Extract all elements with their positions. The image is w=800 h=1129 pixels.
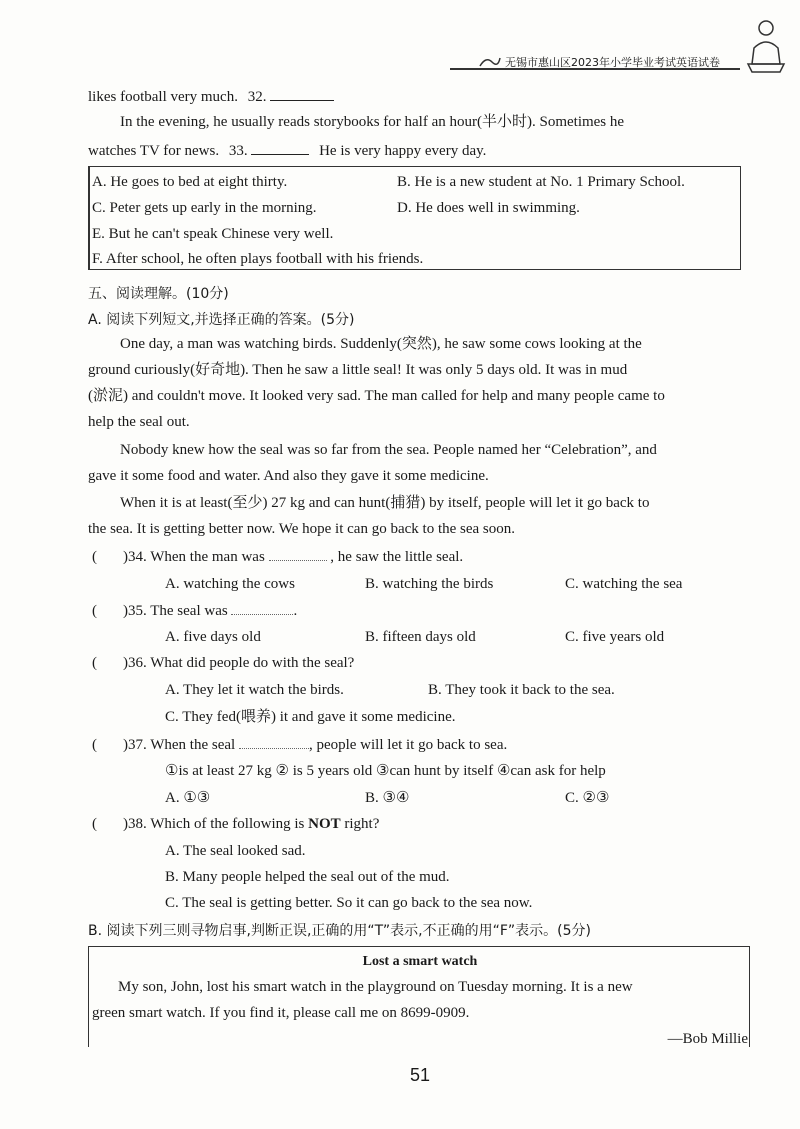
passage-line-3 <box>88 140 486 161</box>
passage-text: He is very happy every day. <box>319 143 487 159</box>
q34-option-a: A. watching the cows <box>165 576 295 592</box>
reading-para3-line1: When it is at least(至少) 27 kg and can hunt(捕猎) by itself, people will let it go back to <box>120 495 650 511</box>
question-stem: The seal was <box>150 603 228 619</box>
option-e: E. But he can't speak Chinese very well. <box>92 226 334 242</box>
reading-para1-line3: (淤泥) and couldn't move. It looked very sad. The man called for help and many people came to <box>88 388 665 404</box>
notice-line-2: green smart watch. If you find it, please call me on 8699-0909. <box>92 1005 470 1021</box>
question-stem: , people will let it go back to sea. <box>308 737 508 753</box>
q35-option-c: C. five years old <box>565 629 665 645</box>
notice-title: Lost a smart watch <box>362 954 478 969</box>
answer-blank-33[interactable] <box>251 140 309 155</box>
stem-blank <box>269 546 327 561</box>
reading-para3-line2: the sea. It is getting better now. We hope it can go back to the sea soon. <box>88 521 516 537</box>
q34-option-b: B. watching the birds <box>365 576 494 592</box>
option-c: C. Peter gets up early in the morning. <box>92 200 317 216</box>
reading-para2-line1: Nobody knew how the seal was so far from the sea. People named her “Celebration”, and <box>120 442 657 458</box>
reading-para1-line2: ground curiously(好奇地). Then he saw a little seal! It was only 5 days old. It was in mud <box>88 362 628 378</box>
reading-para1-line1: One day, a man was watching birds. Suddenly(突然), he saw some cows looking at the <box>120 336 642 352</box>
q35-option-a: A. five days old <box>165 629 261 645</box>
option-a: A. He goes to bed at eight thirty. <box>92 174 288 190</box>
question-number: )34. <box>123 549 147 565</box>
question-number: )38. <box>123 816 147 832</box>
passage-line-1 <box>88 86 334 107</box>
part-b-instruction: B. 阅读下列三则寻物启事,判断正误,正确的用“T”表示,不正确的用“F”表示。(5分) <box>88 923 591 939</box>
q38-option-a: A. The seal looked sad. <box>165 843 306 859</box>
passage-text: likes football very much. <box>88 89 238 105</box>
passage-text: watches TV for news. <box>88 143 220 159</box>
q37-option-c: C. ②③ <box>565 790 610 806</box>
question-stem: . <box>293 603 298 619</box>
question-number-33: 33. <box>228 143 248 159</box>
option-d: D. He does well in swimming. <box>397 200 580 216</box>
stem-blank <box>239 734 309 749</box>
answer-paren-open: ( <box>92 655 97 671</box>
q35-option-b: B. fifteen days old <box>365 629 476 645</box>
question-36 <box>92 653 354 673</box>
question-stem: , he saw the little seal. <box>330 549 464 565</box>
stem-blank <box>231 600 293 615</box>
exam-header-title: 无锡市惠山区2023年小学毕业考试英语试卷 <box>505 56 720 69</box>
reading-para1-line4: help the seal out. <box>88 414 190 430</box>
answer-blank-32[interactable] <box>270 86 334 101</box>
answer-paren-open: ( <box>92 737 97 753</box>
q34-option-c: C. watching the sea <box>565 576 683 592</box>
passage-line-2: In the evening, he usually reads storybooks for half an hour(半小时). Sometimes he <box>120 114 625 130</box>
q37-statements: ①is at least 27 kg ② is 5 years old ③can hunt by itself ④can ask for help <box>165 763 606 779</box>
question-stem: Which of the following is <box>150 816 305 832</box>
question-34 <box>92 546 463 567</box>
option-f: F. After school, he often plays football with his friends. <box>92 251 424 267</box>
question-38 <box>92 814 379 834</box>
question-35 <box>92 600 297 621</box>
section-heading: 五、阅读理解。(10分) <box>88 286 229 302</box>
q36-option-b: B. They took it back to the sea. <box>428 682 615 698</box>
question-number: )36. <box>123 655 147 671</box>
child-reading-icon <box>740 18 788 76</box>
question-number: )35. <box>123 603 147 619</box>
question-stem: When the man was <box>150 549 265 565</box>
question-stem: right? <box>344 816 380 832</box>
page-number: 51 <box>409 1065 431 1085</box>
q36-option-c: C. They fed(喂养) it and gave it some medicine. <box>165 709 456 725</box>
question-stem: What did people do with the seal? <box>150 655 355 671</box>
reading-para2-line2: gave it some food and water. And also they gave it some medicine. <box>88 468 489 484</box>
answer-paren-open: ( <box>92 549 97 565</box>
answer-paren-open: ( <box>92 603 97 619</box>
question-stem-emphasis: NOT <box>308 816 341 832</box>
q38-option-b: B. Many people helped the seal out of the mud. <box>165 869 450 885</box>
header-left-ornament-icon <box>478 52 502 70</box>
answer-paren-open: ( <box>92 816 97 832</box>
question-37 <box>92 734 507 755</box>
notice-line-1: My son, John, lost his smart watch in the playground on Tuesday morning. It is a new <box>118 979 633 995</box>
q38-option-c: C. The seal is getting better. So it can go back to the sea now. <box>165 895 533 911</box>
question-number-32: 32. <box>247 89 267 105</box>
notice-signature: —Bob Millie <box>667 1031 748 1047</box>
q37-option-b: B. ③④ <box>365 790 410 806</box>
option-b: B. He is a new student at No. 1 Primary School. <box>397 174 685 190</box>
part-a-instruction: A. 阅读下列短文,并选择正确的答案。(5分) <box>88 312 355 328</box>
question-stem: When the seal <box>150 737 236 753</box>
q36-option-a: A. They let it watch the birds. <box>165 682 344 698</box>
question-number: )37. <box>123 737 147 753</box>
q37-option-a: A. ①③ <box>165 790 211 806</box>
